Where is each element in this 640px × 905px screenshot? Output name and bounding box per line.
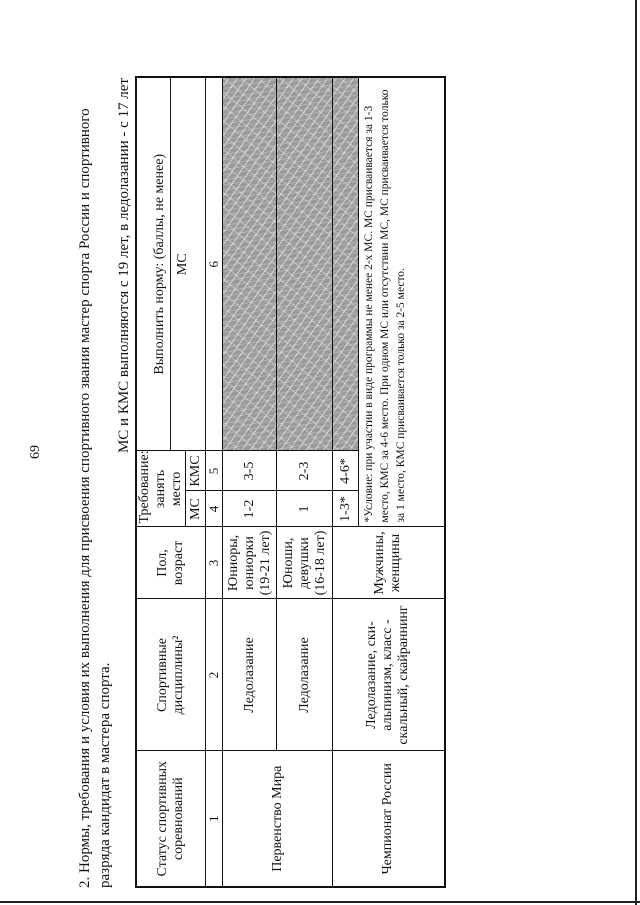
col-number: 4 <box>206 491 223 527</box>
row-sex-age: Юноши, девушки (16-18 лет) <box>277 527 333 599</box>
page-frame-right <box>635 0 637 905</box>
row-kms-place: 2-3 <box>277 451 333 491</box>
header-sex-age: Пол, возраст <box>136 527 206 599</box>
age-note: МС и КМС выполняются с 19 лет, в ледолазании - с 17 лет <box>116 78 132 454</box>
col-number: 1 <box>206 751 223 887</box>
row-ms-place: 1-2 <box>223 491 277 527</box>
header-kms: КМС <box>186 451 206 491</box>
table-row <box>333 77 359 887</box>
intro-line-1: 2. Нормы, требования и условия их выполнения для присвоения спортивного звания мастер спорта России и спортивного <box>77 108 93 888</box>
table-row <box>223 77 277 887</box>
header-norm <box>136 77 206 451</box>
row-ms-place: 1 <box>277 491 333 527</box>
shaded-cell <box>277 77 333 451</box>
col-number: 5 <box>206 451 223 491</box>
header-row-1 <box>136 77 186 887</box>
header-requirement: Требование: занять место <box>136 451 186 527</box>
row-status: Первенство Мира <box>223 751 333 887</box>
header-norm-label: Выполнить норму: (баллы, не менее) <box>152 78 171 451</box>
row-ms-place: 1-3* <box>333 491 359 527</box>
row-sex-age: Юниоры, юниорки (19-21 лет) <box>223 527 277 599</box>
col-number: 6 <box>206 77 223 451</box>
row-kms-place: 3-5 <box>223 451 277 491</box>
page-number: 69 <box>28 445 43 459</box>
row-status: Чемпионат России <box>333 751 445 887</box>
page-frame-bottom <box>0 901 640 903</box>
header-ms: МС <box>186 491 206 527</box>
intro-line-2: разряда кандидат в мастера спорта. <box>97 662 113 888</box>
row-discipline: Ледолазание <box>277 599 333 751</box>
row-discipline: Ледолазание, ски-альпинизм, класс - скальный, скайраннинг <box>333 599 445 751</box>
norms-table <box>135 76 446 888</box>
intro-text <box>75 78 115 888</box>
rotated-content <box>75 78 465 888</box>
row-kms-place: 4-6* <box>333 451 359 491</box>
shaded-cell <box>223 77 277 451</box>
header-norm-ms: МС <box>174 253 190 276</box>
column-numbers-row <box>206 77 223 887</box>
shaded-cell <box>333 77 359 451</box>
row-discipline: Ледолазание <box>223 599 277 751</box>
condition-note: *Условие: при участии в виде программы не менее 2-х МС. МС присваивается за 1-3 место, КМС за 4-6 место. При одном МС или отсутствии МС, МС присваивается только за 1 место, КМС присваивается только за 2-5 место. <box>359 77 445 527</box>
header-disciplines: Спортивные дисциплины² <box>136 599 206 751</box>
col-number: 3 <box>206 527 223 599</box>
row-sex-age: Мужчины, женщины <box>333 527 445 599</box>
header-status: Статус спортивных соревнований <box>136 751 206 887</box>
col-number: 2 <box>206 599 223 751</box>
